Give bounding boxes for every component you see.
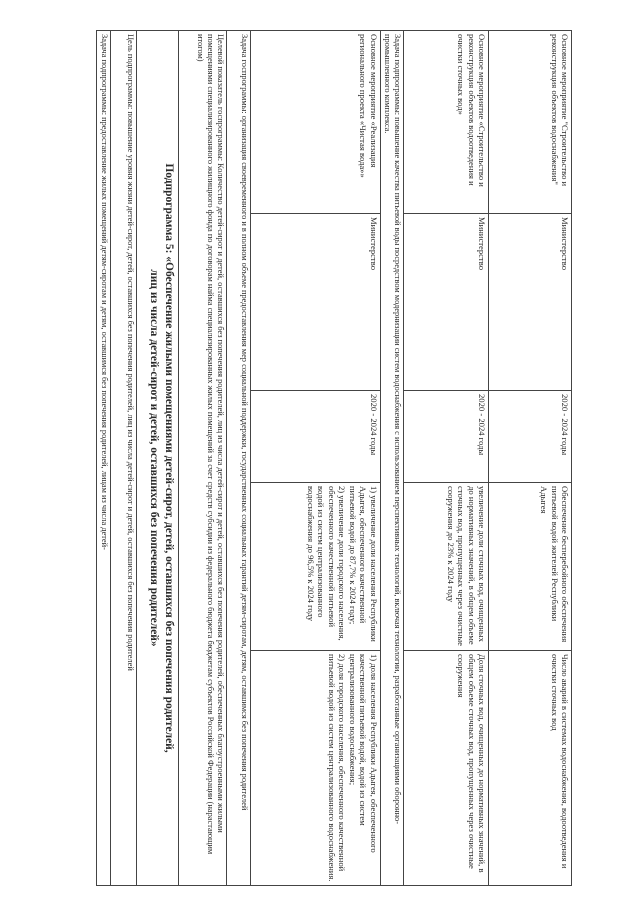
indicator-row [178, 31, 226, 886]
executor-cell: Министерство [404, 214, 489, 391]
table-row [404, 31, 489, 886]
table-row [489, 31, 572, 886]
period-cell: 2020 - 2024 годы [404, 391, 489, 483]
goal-row [110, 31, 136, 886]
executor-cell: Министерство [489, 214, 572, 391]
target-indicator: Целевой показатель госпрограммы: Количество детей-сирот и детей, оставшихся без попечения родителей, лиц из числа детей-сирот и детей, оставшихся без попечения родителей, обеспеченных благоустроенными жилыми помещениями специализированного жилищного фонда по договорам найма специализированных жилых помещений за счет средств субсидии из федерального бюджета бюджетам субъектов Российской Федерации (нарастающим итогом) [178, 31, 226, 886]
task-row [226, 31, 250, 886]
indicator-cell: Число аварий в системах водоснабжения, водоотведения и очистки сточных вод [489, 651, 572, 886]
executor-cell: Министерство [250, 214, 380, 391]
indicator-cell: Доля сточных вод, очищенных до нормативных значений, в общем объеме сточных вод, пропущенных через очистные сооружения [404, 651, 489, 886]
task-state-program: Задача госпрограммы: организация своевременного и в полном объеме предоставления мер социальной поддержки, государственных социальных гарантий детям-сиротам, детям, оставшимся без попечения родителей [226, 31, 250, 886]
subprogram-5-title [136, 31, 178, 886]
table-row [250, 31, 380, 886]
measure-cell: Основное мероприятие "Строительство и реконструкция объектов водоснабжения" [489, 31, 572, 214]
measure-cell: Основное мероприятие «Строительство и реконструкция объектов водоотведения и очистки сточных вод» [404, 31, 489, 214]
measure-cell: Основное мероприятие «Реализация регионального проекта «Чистая вода»» [250, 31, 380, 214]
program-measures-table [96, 30, 572, 886]
task-row [96, 31, 110, 886]
result-cell: 1) увеличение доли населения Республики Адыгея, обеспеченного качественной питьевой водой до 87,7% к 2024 году; 2) увеличение доли городского населения, обеспеченного качественной питьевой водой из систем централизованного водоснабжения до 96,5% к 2024 году [250, 483, 380, 651]
result-cell: Обеспечение бесперебойного обеспечения питьевой водой жителей Республики Адыгея [489, 483, 572, 651]
goal-subprogram: Цель подпрограммы: повышение уровня жизни детей-сирот, детей, оставшихся без попечения родителей, лиц из числа детей-сирот и детей, оставшихся без попечения родителей [110, 31, 136, 886]
result-cell: увеличение доли сточных вод, очищенных до нормативных значений, в общем объеме сточных вод, пропущенных через очистные сооружения до 23% к 2024 году [404, 483, 489, 651]
indicator-cell: 1) доля населения Республики Адыгея, обеспеченного качественной питьевой водой, водой из систем централизованного водоснабжения; 2) доля городского населения, обеспеченного качественной питьевой водой из систем централизованного водоснабжения. [250, 651, 380, 886]
task-subprogram: Задача подпрограммы: предоставление жилых помещений детям-сиротам и детям, оставшимся без попечения родителей, лицам из числа детей- [96, 31, 110, 886]
task-row [380, 31, 403, 886]
subprogram-title-line: лиц из числа детей-сирот и детей, оставшихся без попечения родителей» [148, 269, 161, 647]
subprogram-title-line: Подпрограмма 5: «Обеспечение жилыми помещениями детей-сирот, детей, оставшихся без попечения родителей, [162, 163, 175, 753]
rotated-table-container [37, 30, 572, 885]
task-drinking-water: Задача подпрограммы: повышение качества питьевой воды посредством модернизации систем водоснабжения с использованием перспективных технологий, включая технологии, разработанные организациями оборонно-промышленного комплекса. [380, 31, 403, 886]
subprogram-row [136, 31, 178, 886]
period-cell: 2020 - 2024 годы [489, 391, 572, 483]
period-cell: 2020 - 2024 годы [250, 391, 380, 483]
